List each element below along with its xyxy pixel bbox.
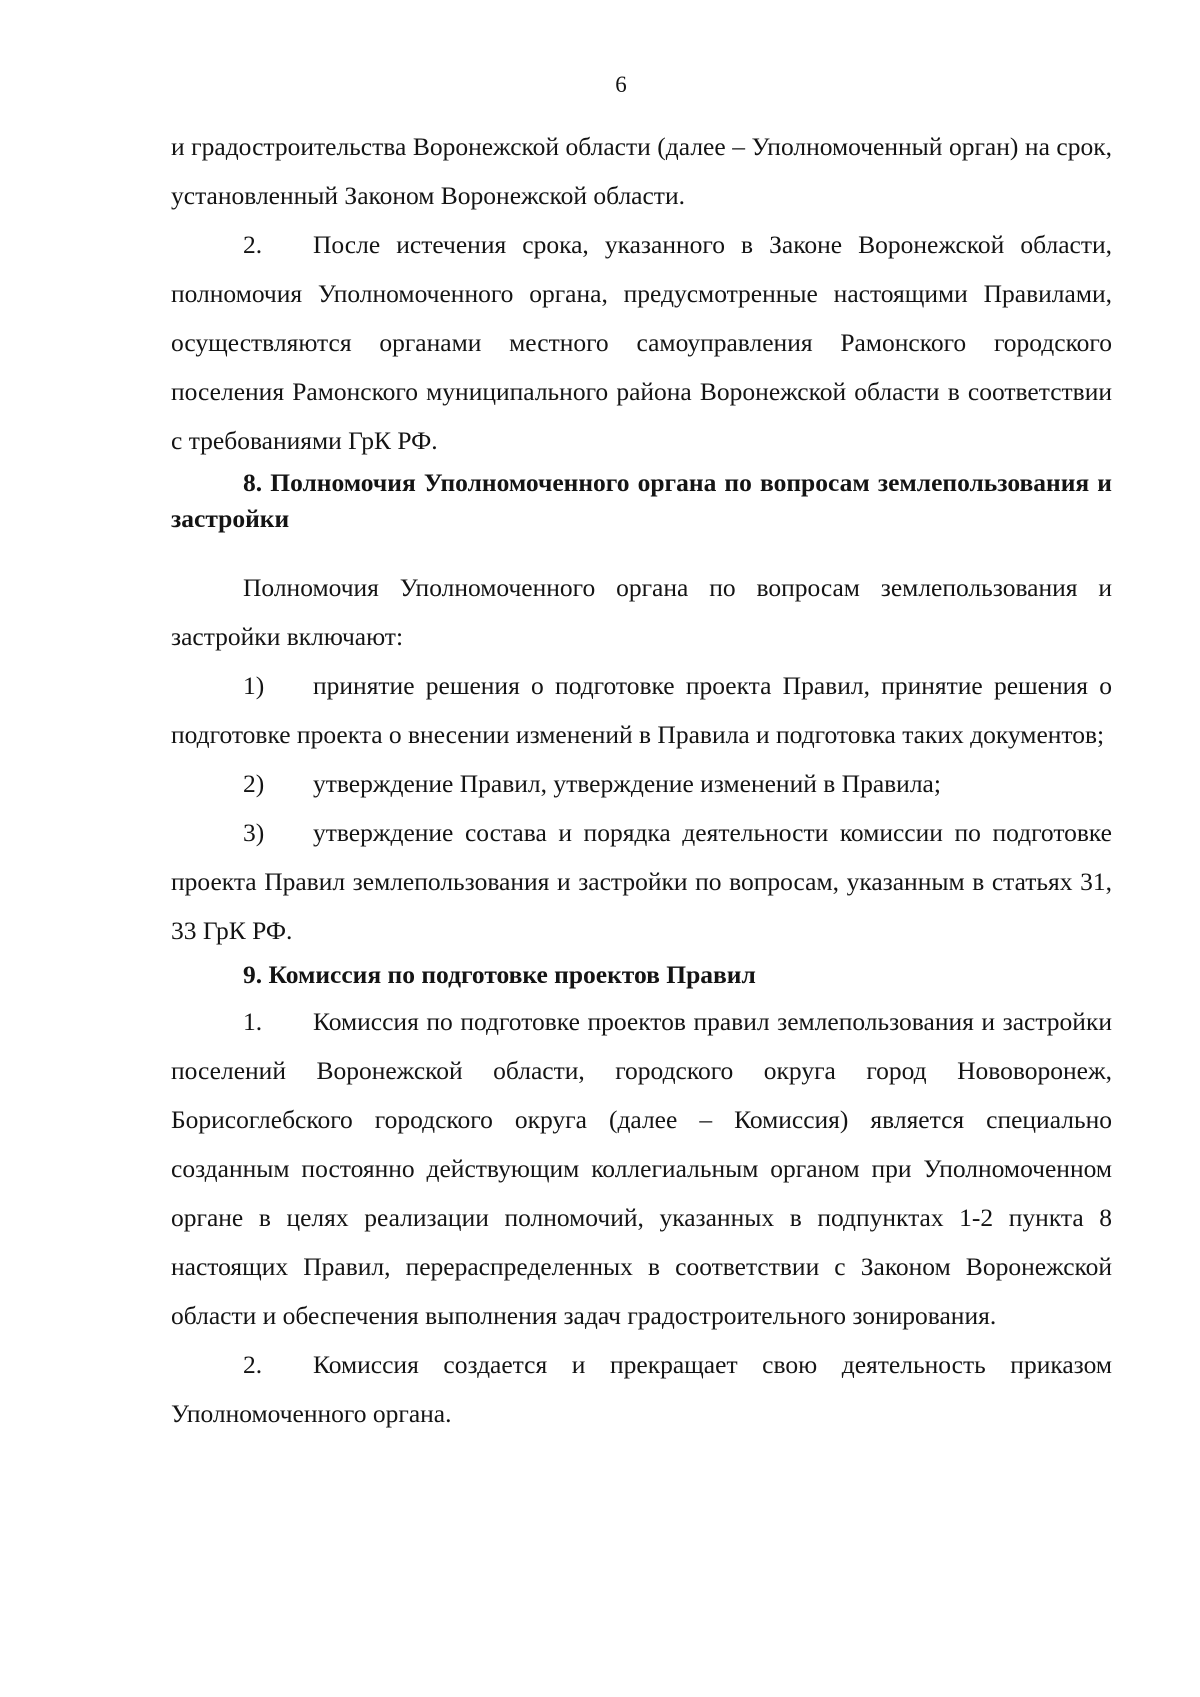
clause-text: Комиссия по подготовке проектов правил землепользования и застройки поселений Воронежской области, городского округа город Нововоронеж, Борисоглебского городского округа (далее – Комиссия) является специально созданным постоянно действующим коллегиальным органом при Уполномоченном органе в целях реализации полномочий, указанных в подпунктах 1-2 пункта 8 настоящих Правил, перераспределенных в соответствии с Законом Воронежской области и обеспечения выполнения задач градостроительного зонирования.: [171, 1007, 1112, 1330]
list-item-1: [171, 661, 1112, 759]
section-9-heading: 9. Комиссия по подготовке проектов Правил: [243, 960, 756, 989]
paragraph-continuation: и градостроительства Воронежской области (далее – Уполномоченный орган) на срок, установленный Законом Воронежской области.: [171, 132, 1112, 210]
list-item-3: [171, 808, 1112, 955]
list-item-text: принятие решения о подготовке проекта Правил, принятие решения о подготовке проекта о внесении изменений в Правила и подготовка таких документов;: [171, 671, 1112, 749]
paragraph-powers-intro: Полномочия Уполномоченного органа по вопросам землепользования и застройки включают:: [171, 573, 1112, 651]
list-item-number: 2): [243, 769, 265, 798]
list-item-number: 3): [243, 818, 265, 847]
section-8-heading: 8. Полномочия Уполномоченного органа по вопросам землепользования и застройки: [171, 468, 1112, 533]
paragraph-clause-2: [171, 220, 1112, 465]
paragraph-commission-2: [171, 1340, 1112, 1438]
clause-text: После истечения срока, указанного в Законе Воронежской области, полномочия Уполномоченного органа, предусмотренные настоящими Правилами, осуществляются органами местного самоуправления Рамонского городского поселения Рамонского муниципального района Воронежской области в соответствии с требованиями ГрК РФ.: [171, 230, 1112, 455]
clause-text: Комиссия создается и прекращает свою деятельность приказом Уполномоченного органа.: [171, 1350, 1112, 1428]
list-item-text: утверждение Правил, утверждение изменений в Правила;: [313, 769, 941, 798]
page-number: 6: [615, 72, 627, 97]
clause-number: 2.: [243, 230, 263, 259]
clause-number: 2.: [243, 1350, 263, 1379]
document-body: [171, 122, 1112, 1438]
list-item-text: утверждение состава и порядка деятельности комиссии по подготовке проекта Правил землепользования и застройки по вопросам, указанным в статьях 31, 33 ГрК РФ.: [171, 818, 1112, 945]
clause-number: 1.: [243, 1007, 263, 1036]
list-item-2: [171, 759, 1112, 808]
paragraph-commission-1: [171, 997, 1112, 1340]
list-item-number: 1): [243, 671, 265, 700]
